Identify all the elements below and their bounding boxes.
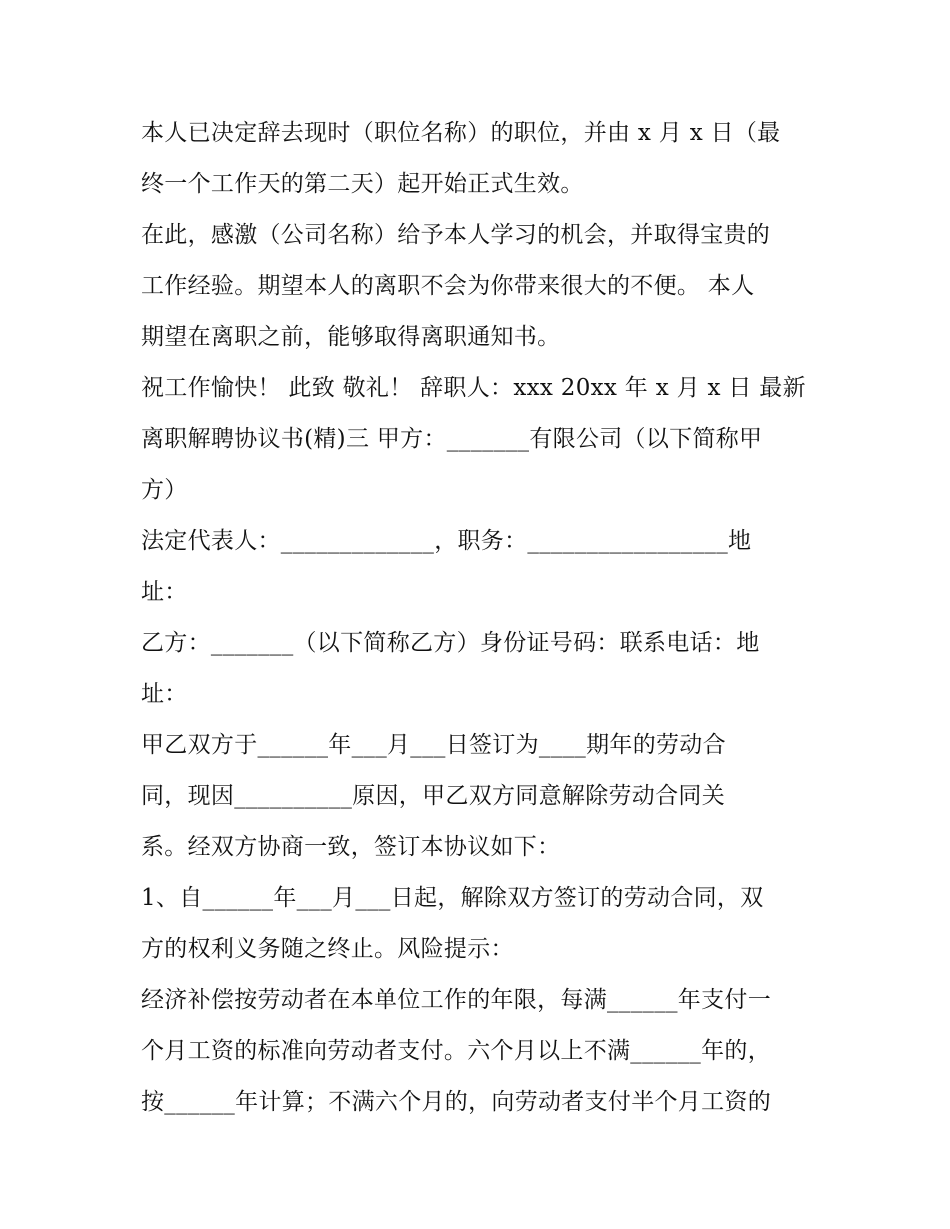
text-line: 工作经验。期望本人的离职不会为你带来很大的不便。 本人: [141, 273, 755, 299]
text-line: 方的权利义务随之终止。风险提示：: [141, 936, 514, 962]
text-line: 方）: [141, 477, 188, 503]
text-line: 系。经双方协商一致，签订本协议如下：: [141, 834, 561, 860]
text-line: 本人已决定辞去现时（职位名称）的职位，并由 x 月 x 日（最: [141, 120, 781, 146]
text-line: 址：: [141, 681, 188, 707]
text-line: 址：: [141, 579, 188, 605]
text-line: 终一个工作天的第二天）起开始正式生效。: [141, 171, 584, 197]
text-line: 同，现因__________原因，甲乙双方同意解除劳动合同关: [141, 783, 725, 809]
text-line: 离职解聘协议书(精)三 甲方：_______有限公司（以下简称甲: [141, 426, 763, 452]
text-line: 在此，感激（公司名称）给予本人学习的机会，并取得宝贵的: [141, 222, 771, 248]
text-line: 乙方：_______（以下简称乙方）身份证号码：联系电话：地: [141, 630, 760, 656]
document-body: [141, 108, 821, 1128]
text-line: 祝工作愉快！ 此致 敬礼！ 辞职人：xxx 20xx 年 x 月 x 日 最新: [141, 375, 806, 401]
text-line: 甲乙双方于______年___月___日签订为____期年的劳动合: [141, 732, 726, 758]
text-line: 1、自______年___月___日起，解除双方签订的劳动合同，双: [141, 885, 764, 911]
text-line: 个月工资的标准向劳动者支付。六个月以上不满______年的，: [141, 1038, 771, 1064]
text-line: 按______年计算；不满六个月的，向劳动者支付半个月工资的: [141, 1089, 771, 1115]
text-line: 法定代表人：_____________，职务：_________________地: [141, 528, 752, 554]
text-line: 期望在离职之前，能够取得离职通知书。: [141, 324, 561, 350]
text-line: 经济补偿按劳动者在本单位工作的年限，每满______年支付一: [141, 987, 771, 1013]
